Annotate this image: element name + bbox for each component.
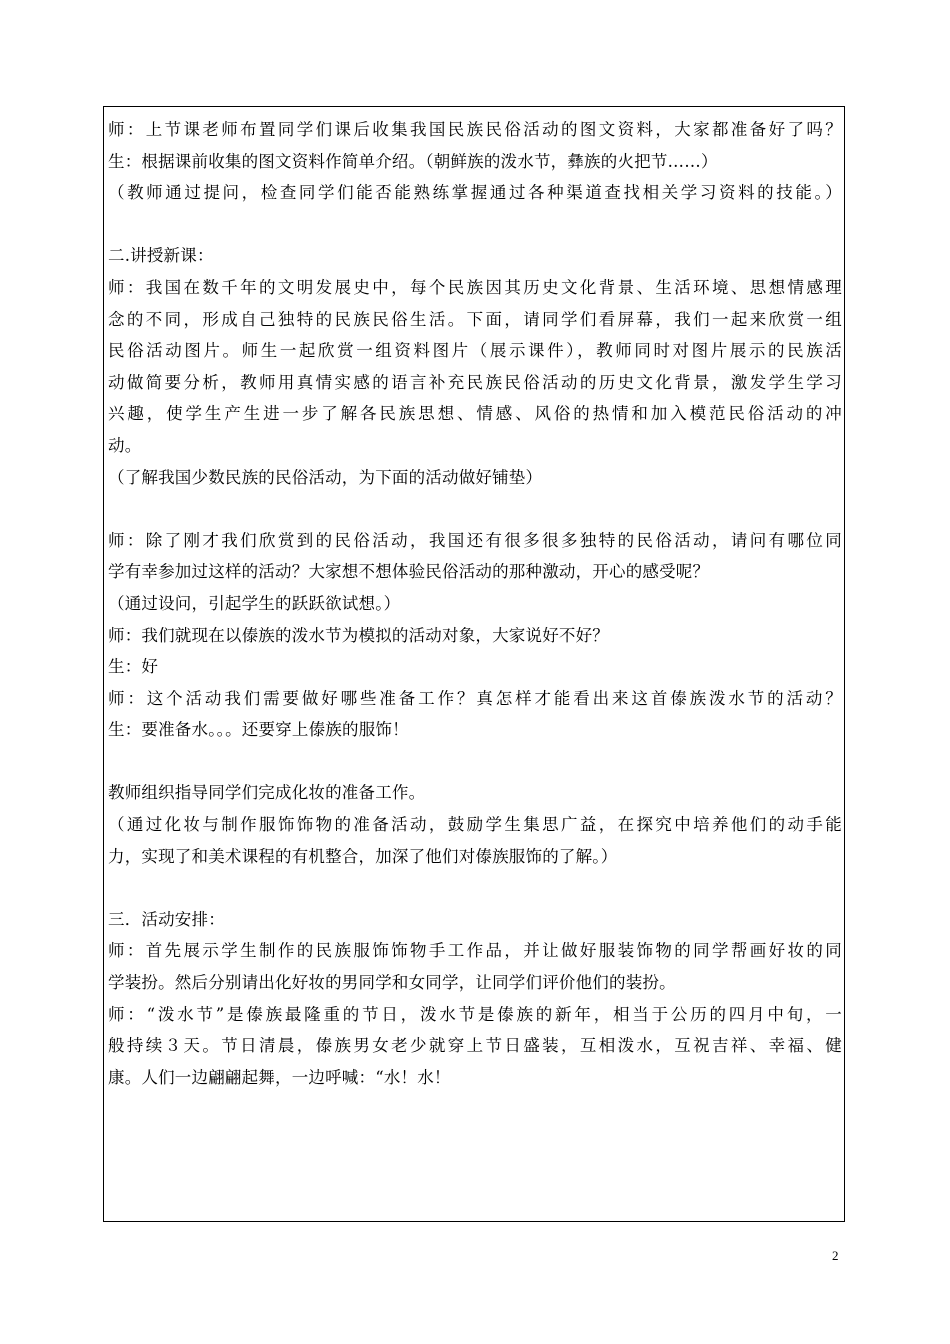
text-line: 学有幸参加过这样的活动？大家想不想体验民俗活动的那种激动，开心的感受呢？ (108, 562, 710, 582)
text-line: 生：要准备水。。。还要穿上傣族的服饰！ (108, 720, 409, 740)
text-line: 三．活动安排： (108, 909, 225, 929)
blank-line (108, 209, 842, 241)
page-number: 2 (832, 1248, 839, 1263)
text-line: （了解我国少数民族的民俗活动，为下面的活动做好铺垫） (108, 467, 543, 487)
blank-line (108, 746, 842, 778)
text-line: （通过设问，引起学生的跃跃欲试想。） (108, 593, 401, 613)
text-line: 力，实现了和美术课程的有机整合，加深了他们对傣族服饰的了解。） (108, 846, 618, 866)
text-line: 生：好 (108, 657, 159, 677)
text-line: 教师组织指导同学们完成化妆的准备工作。 (108, 783, 426, 803)
text-line: （教师通过提问，检查同学们能否能熟练掌握通过各种渠道查找相关学习资料的技能。） (108, 183, 842, 203)
text-line: 般持续３天。节日清晨，傣族男女老少就穿上节日盛装，互相泼水，互祝吉祥、幸福、健 (108, 1036, 842, 1056)
text-line: 康。人们一边翩翩起舞，一边呼喊：“水！水！ (108, 1067, 451, 1087)
text-line: 念的不同，形成自己独特的民族民俗生活。下面，请同学们看屏幕，我们一起来欣赏一组 (108, 309, 842, 329)
blank-line (108, 872, 842, 904)
text-line: 师：上节课老师布置同学们课后收集我国民族民俗活动的图文资料，大家都准备好了吗？ (108, 120, 842, 139)
text-line: 动做简要分析，教师用真情实感的语言补充民族民俗活动的历史文化背景，激发学生学习 (108, 372, 842, 392)
lesson-plan-text (108, 114, 842, 1093)
text-line: 兴趣，使学生产生进一步了解各民族思想、情感、风俗的热情和加入模范民俗活动的冲 (108, 404, 842, 424)
text-line: 学装扮。然后分别请出化好妆的男同学和女同学，让同学们评价他们的装扮。 (108, 973, 676, 993)
text-line: 师：首先展示学生制作的民族服饰饰物手工作品，并让做好服装饰物的同学帮画好妆的同 (108, 941, 842, 961)
text-line: 动。 (108, 435, 142, 455)
text-line: 师：“泼水节”是傣族最隆重的节日，泼水节是傣族的新年，相当于公历的四月中旬，一 (108, 1004, 842, 1024)
text-line: 民俗活动图片。师生一起欣赏一组资料图片（展示课件），教师同时对图片展示的民族活 (108, 341, 842, 361)
text-line: 二.讲授新课： (108, 246, 214, 266)
text-line: （通过化妆与制作服饰饰物的准备活动，鼓励学生集思广益，在探究中培养他们的动手能 (108, 815, 842, 835)
blank-line (108, 493, 842, 525)
text-line: 师：这个活动我们需要做好哪些准备工作？真怎样才能看出来这首傣族泼水节的活动？ (108, 688, 842, 708)
text-line: 师：我们就现在以傣族的泼水节为模拟的活动对象，大家说好不好？ (108, 625, 609, 645)
text-line: 生：根据课前收集的图文资料作简单介绍。（朝鲜族的泼水节，彝族的火把节……） (108, 151, 718, 171)
text-line: 师：除了刚才我们欣赏到的民俗活动，我国还有很多很多独特的民俗活动，请问有哪位同 (108, 530, 842, 550)
text-line: 师：我国在数千年的文明发展史中，每个民族因其历史文化背景、生活环境、思想情感理 (108, 277, 842, 297)
